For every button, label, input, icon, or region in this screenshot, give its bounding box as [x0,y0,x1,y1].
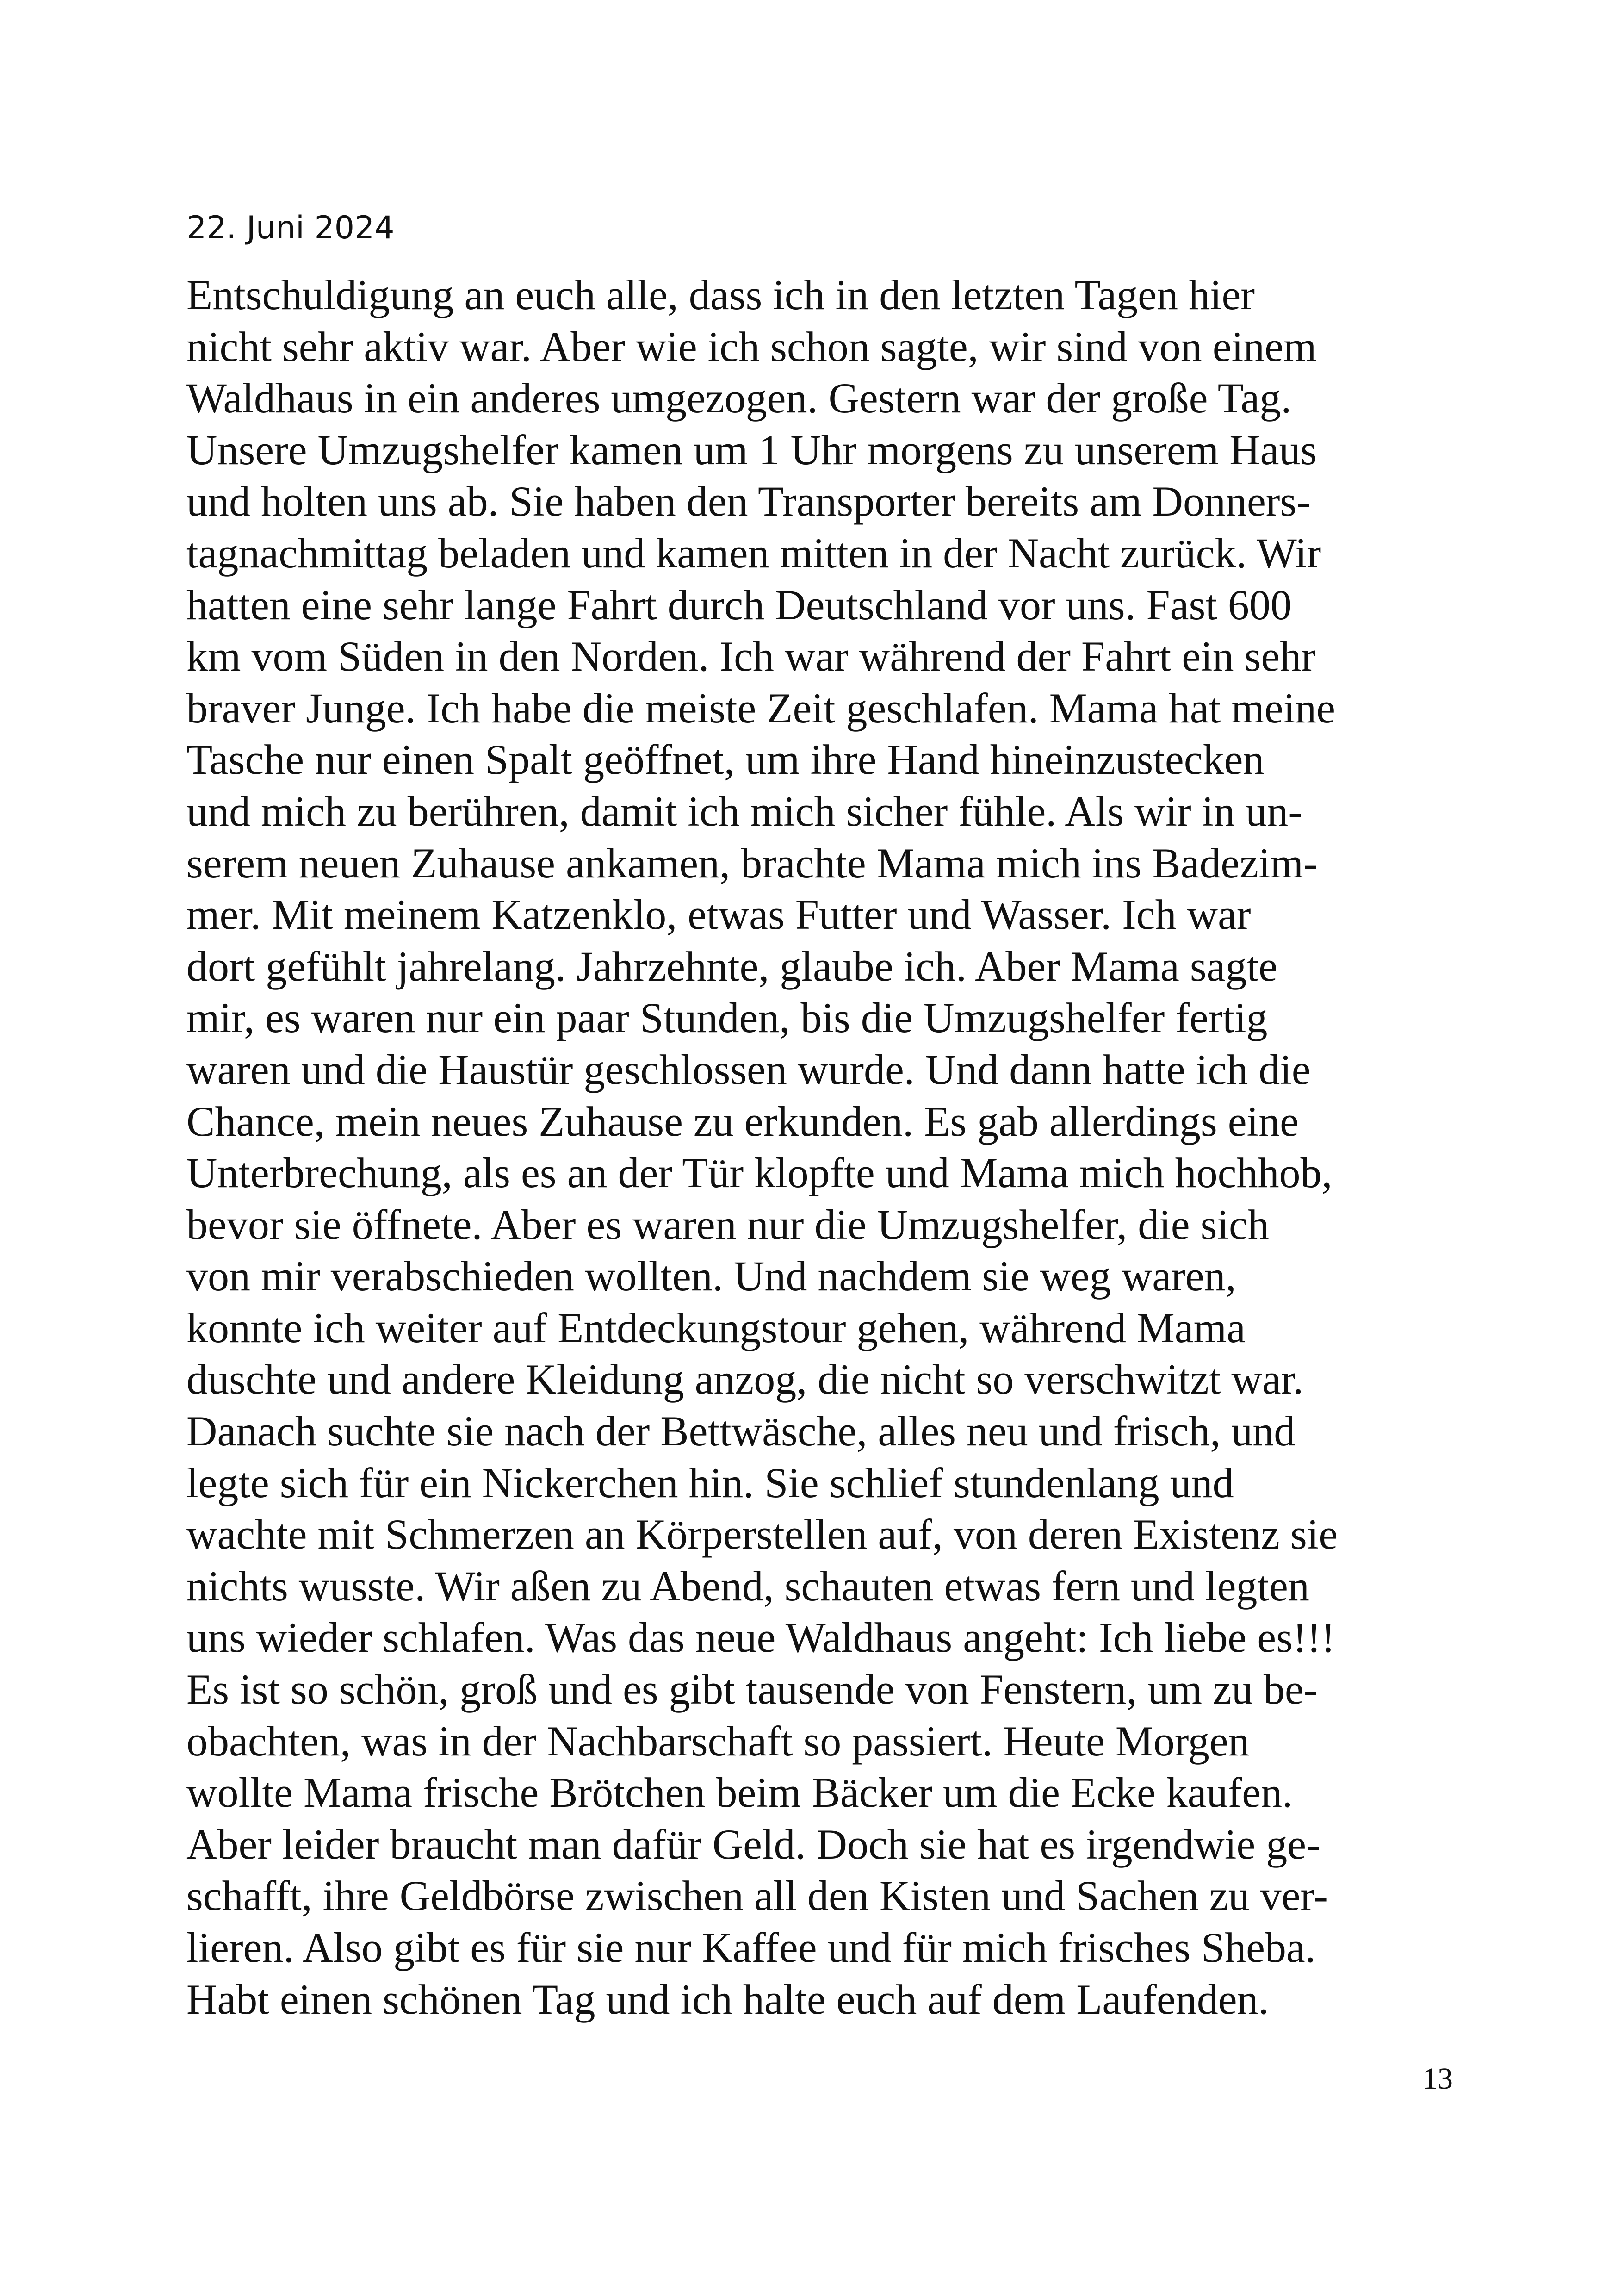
body-line: Chance, mein neues Zuhause zu erkunden. Es gab allerdings eine [186,1097,1299,1145]
body-line: wachte mit Schmerzen an Körperstellen auf, von deren Existenz sie [186,1511,1338,1558]
body-line: nichts wusste. Wir aßen zu Abend, schauten etwas fern und legten [186,1562,1309,1610]
body-line: und holten uns ab. Sie haben den Transporter bereits am Donners- [186,478,1311,525]
body-line: waren und die Haustür geschlossen wurde. Und dann hatte ich die [186,1045,1311,1093]
body-line: duschte und andere Kleidung anzog, die nicht so verschwitzt war. [186,1356,1304,1403]
body-line: lieren. Also gibt es für sie nur Kaffee und für mich frisches Sheba. [186,1924,1316,1971]
body-line: km vom Süden in den Norden. Ich war während der Fahrt ein sehr [186,633,1315,680]
body-line: legte sich für ein Nickerchen hin. Sie schlief stundenlang und [186,1459,1234,1506]
body-line: von mir verabschieden wollten. Und nachdem sie weg waren, [186,1252,1236,1300]
body-line: wollte Mama frische Brötchen beim Bäcker um die Ecke kaufen. [186,1769,1293,1817]
entry-date: 22. Juni 2024 [186,210,395,246]
body-line: hatten eine sehr lange Fahrt durch Deutschland vor uns. Fast 600 [186,581,1292,628]
body-line: mir, es waren nur ein paar Stunden, bis die Umzugshelfer fertig [186,994,1268,1042]
body-line: uns wieder schlafen. Was das neue Waldhaus angeht: Ich liebe es!!! [186,1614,1335,1661]
body-line: nicht sehr aktiv war. Aber wie ich schon sagte, wir sind von einem [186,323,1317,370]
body-line: mer. Mit meinem Katzenklo, etwas Futter und Wasser. Ich war [186,891,1251,939]
body-line: und mich zu berühren, damit ich mich sicher fühle. Als wir in un- [186,787,1302,835]
body-line: schafft, ihre Geldbörse zwischen all den Kisten und Sachen zu ver- [186,1872,1328,1920]
body-line: tagnachmittag beladen und kamen mitten in der Nacht zurück. Wir [186,529,1321,577]
body-line: dort gefühlt jahrelang. Jahrzehnte, glaube ich. Aber Mama sagte [186,942,1277,990]
body-line: obachten, was in der Nachbarschaft so passiert. Heute Morgen [186,1717,1250,1765]
body-line: Es ist so schön, groß und es gibt tausende von Fenstern, um zu be- [186,1666,1318,1713]
body-line: Waldhaus in ein anderes umgezogen. Gestern war der große Tag. [186,374,1292,422]
body-line: Unsere Umzugshelfer kamen um 1 Uhr morgens zu unserem Haus [186,426,1317,473]
body-line: serem neuen Zuhause ankamen, brachte Mama mich ins Badezim- [186,839,1318,887]
body-line: bevor sie öffnete. Aber es waren nur die Umzugshelfer, die sich [186,1201,1269,1248]
body-line: Unterbrechung, als es an der Tür klopfte und Mama mich hochhob, [186,1149,1333,1197]
page-number: 13 [1422,2062,1453,2096]
body-line: Tasche nur einen Spalt geöffnet, um ihre Hand hineinzustecken [186,736,1265,784]
body-line: Danach suchte sie nach der Bettwäsche, alles neu und frisch, und [186,1407,1296,1455]
body-line: Habt einen schönen Tag und ich halte euch auf dem Laufenden. [186,1975,1269,2023]
body-line: konnte ich weiter auf Entdeckungstour gehen, während Mama [186,1304,1246,1351]
body-line: braver Junge. Ich habe die meiste Zeit geschlafen. Mama hat meine [186,684,1335,732]
body-line: Entschuldigung an euch alle, dass ich in den letzten Tagen hier [186,271,1255,318]
body-line: Aber leider braucht man dafür Geld. Doch sie hat es irgendwie ge- [186,1820,1320,1868]
entry-body [186,269,1473,2025]
